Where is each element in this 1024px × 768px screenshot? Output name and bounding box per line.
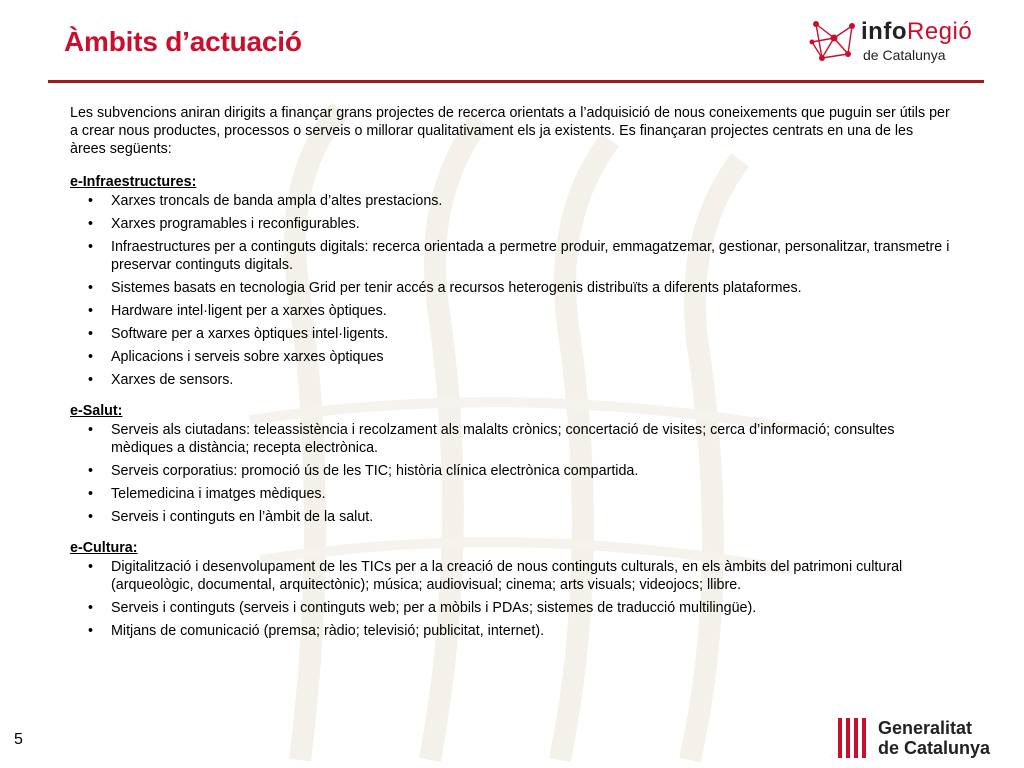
inforegio-subtitle: de Catalunya: [863, 47, 946, 63]
inforegio-wordmark: infoRegió: [861, 18, 973, 45]
page-title: Àmbits d’actuació: [64, 26, 302, 57]
bullet-list: [70, 421, 950, 526]
list-item: • Serveis corporatius: promoció ús de les TIC; història clínica electrònica compartida.: [70, 462, 950, 480]
section-heading: e-Salut:: [70, 403, 123, 419]
bullet-list: [70, 558, 950, 640]
slide-body: [70, 104, 950, 653]
list-item: • Telemedicina i imatges mèdiques.: [70, 485, 950, 503]
list-item: • Infraestructures per a continguts digitals: recerca orientada a permetre produir, emmagatzemar, gestionar, personalitzar, transmetre i preservar continguts digitals.: [70, 238, 950, 274]
section-e-infraestructures: [70, 173, 950, 389]
title-divider: [48, 80, 984, 83]
list-item: • Serveis i continguts en l’àmbit de la salut.: [70, 508, 950, 526]
section-e-cultura: [70, 539, 950, 640]
list-item: • Xarxes troncals de banda ampla d’altes prestacions.: [70, 192, 950, 210]
list-item: • Digitalització i desenvolupament de les TICs per a la creació de nous continguts culturals, en els àmbits del patrimoni cultural (arqueològic, documental, arquitectònic); música; audiovisual; cinema; arts visuals; videojocs; llibre.: [70, 558, 950, 594]
section-e-salut: [70, 402, 950, 526]
list-item: • Hardware intel·ligent per a xarxes òptiques.: [70, 302, 950, 320]
list-item: • Sistemes basats en tecnologia Grid per tenir accés a recursos heterogenis distribuïts a diferents plataformes.: [70, 279, 950, 297]
section-heading: e-Cultura:: [70, 540, 138, 556]
list-item: • Software per a xarxes òptiques intel·ligents.: [70, 325, 950, 343]
bullet-list: [70, 192, 950, 389]
list-item: • Serveis als ciutadans: teleassistència i recolzament als malalts crònics; concertació de visites; cerca d’informació; consultes mèdiques a distància; recepta electrònica.: [70, 421, 950, 457]
network-icon: [808, 16, 860, 66]
inforegio-logo: [808, 16, 998, 66]
list-item: • Mitjans de comunicació (premsa; ràdio; televisió; publicitat, internet).: [70, 622, 950, 640]
generalitat-logo: [836, 716, 1006, 760]
list-item: • Aplicacions i serveis sobre xarxes òptiques: [70, 348, 950, 366]
intro-paragraph: Les subvencions aniran dirigits a finançar grans projectes de recerca orientats a l’adquisició de nous coneixements que puguin ser útils per a crear nous productes, processos o serveis o millorar qualitativament els ja existents. Es finançaran projectes centrats en una de les àrees següents:: [70, 105, 950, 157]
section-heading: e-Infraestructures:: [70, 174, 197, 190]
list-item: • Xarxes programables i reconfigurables.: [70, 215, 950, 233]
list-item: • Xarxes de sensors.: [70, 371, 950, 389]
page-number: 5: [14, 731, 23, 748]
senyera-icon: [836, 718, 870, 758]
list-item: • Serveis i continguts (serveis i continguts web; per a mòbils i PDAs; sistemes de traducció multilingüe).: [70, 599, 950, 617]
generalitat-wordmark: Generalitat de Catalunya: [878, 718, 991, 758]
